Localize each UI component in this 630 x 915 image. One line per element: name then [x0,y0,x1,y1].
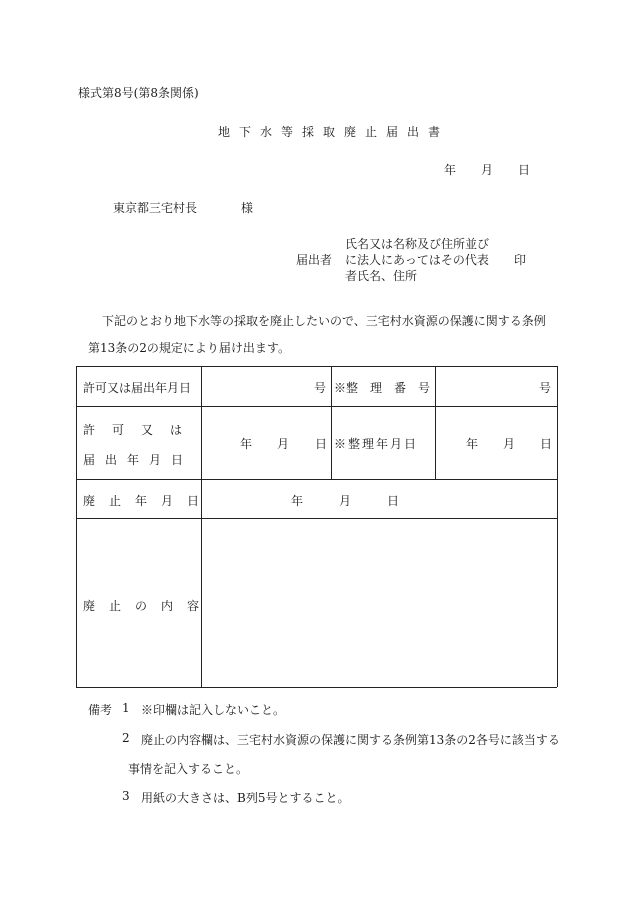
note-3-text: 用紙の大きさは、B列5号とすること。 [141,791,350,805]
permit-label-line-1-text: 許可又は [83,423,200,437]
table-col-divider-2 [331,366,332,479]
date-day-label: 日 [518,163,531,177]
abolition-date-label: 廃止年月日 [83,494,214,508]
table-row-divider-1 [76,406,557,407]
form-number: 様式第8号(第8条関係) [78,86,199,100]
applicant-line-1: 氏名又は名称及び住所並び [345,237,490,251]
note-2-text: 廃止の内容欄は、三宅村水資源の保護に関する条例第13条の2各号に該当する [141,733,560,747]
applicant-line-2: に法人にあってはその代表 [345,253,489,267]
document-title: 地下水等採取廃止届出書 [218,125,450,139]
table-border-right [557,366,558,687]
seal-mark: 印 [514,253,527,267]
issued-date-label: 許可又は届出年月日 [83,381,192,395]
reference-number-field[interactable] [436,367,536,405]
reference-month-label: 月 [503,437,516,451]
body-line-2: 第13条の2の規定により届け出ます。 [88,341,290,355]
abolition-day-label: 日 [387,494,400,508]
abolition-year-label: 年 [291,494,304,508]
reference-date-label: ※整理年月日 [334,437,419,451]
body-line-1: 下記のとおり地下水等の採取を廃止したいので、三宅村水資源の保護に関する条例 [102,314,546,328]
permit-label-line-2: 届出年月日 [83,453,194,467]
applicant-label: 届出者 [296,253,333,267]
permit-number-suffix: 号 [314,381,327,395]
permit-label-line-1 [83,421,200,438]
note-1-text: ※印欄は記入しないこと。 [141,703,286,717]
addressee-honorific: 様 [241,201,254,215]
applicant-line-3: 者氏名、住所 [345,269,418,283]
date-year-label: 年 [444,163,457,177]
note-1-number: 1 [122,701,130,715]
permit-day-label: 日 [315,437,328,451]
abolition-content-label: 廃止の内容 [83,599,214,613]
notes-heading: 備考 [88,703,113,717]
note-3-number: 3 [122,789,130,803]
table-border-left [76,366,77,687]
permit-month-label: 月 [277,437,290,451]
table-row-divider-2 [76,479,557,480]
reference-number-label: ※整 理 番 号 [334,381,431,395]
note-2-number: 2 [122,731,130,745]
table-border-bottom [76,687,557,688]
permit-number-field[interactable] [202,367,310,405]
date-month-label: 月 [481,163,494,177]
addressee-name: 東京都三宅村長 [113,201,198,215]
note-2-continuation: 事情を記入すること。 [128,762,249,776]
abolition-month-label: 月 [339,494,352,508]
permit-year-label: 年 [240,437,253,451]
reference-day-label: 日 [540,437,553,451]
abolition-content-field[interactable] [202,519,556,686]
reference-year-label: 年 [466,437,479,451]
reference-number-suffix: 号 [539,381,552,395]
